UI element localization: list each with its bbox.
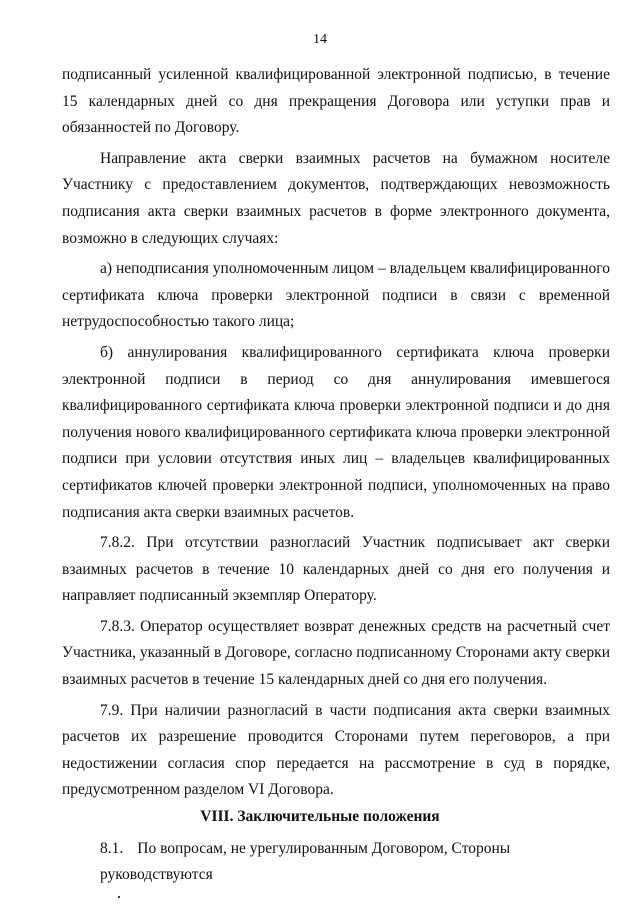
scan-speck — [118, 896, 120, 898]
paragraph-case-b: б) аннулирования квалифицированного сертификата ключа проверки электронной подписи в период со дня аннулирования имевшегося квалифицированного сертификата ключа проверки электронной подписи и до дня получения нового квалифицированного сертификата ключа проверки электронной подписи при условии отсутствия иных лиц – владельцев квалифицированных сертификатов ключей проверки электронной подписи, уполномоченных на право подписания акта сверки взаимных расчетов. — [62, 343, 610, 521]
clause-7-9: 7.9. При наличии разногласий в части подписания акта сверки взаимных расчетов их разрешение проводится Сторонами путем переговоров, а при недостижении согласия спор передается на рассмотрение в суд в порядке, предусмотренном разделом VI Договора. — [62, 701, 610, 799]
clause-number: 8.1. — [100, 840, 124, 857]
paragraph-paper-act-direction: Направление акта сверки взаимных расчетов на бумажном носителе Участнику с предоставлением документов, подтверждающих невозможность подписания акта сверки взаимных расчетов в форме электронного документа, возможно в следующих случаях: — [62, 149, 610, 247]
paragraph-continuation: подписанный усиленной квалифицированной электронной подписью, в течение 15 календарных дней со дня прекращения Договора или уступки прав и обязанностей по Договору. — [62, 66, 610, 137]
clause-7-8-3: 7.8.3. Оператор осуществляет возврат денежных средств на расчетный счет Участника, указанный в Договоре, согласно подписанному Сторонами акту сверки взаимных расчетов в течение 15 календарных дней со дня его получения. — [62, 617, 610, 689]
document-body — [62, 62, 610, 808]
clause-text: По вопросам, не урегулированным Договором, Стороны руководствуются — [100, 840, 511, 883]
clause-7-8-2: 7.8.2. При отсутствии разногласий Участник подписывает акт сверки взаимных расчетов в течение 10 календарных дней со дня его получения и направляет подписанный экземпляр Оператору. — [62, 534, 610, 605]
page-number: 14 — [313, 32, 327, 47]
paragraph-case-a: а) неподписания уполномоченным лицом – владельцем квалифицированного сертификата ключа проверки электронной подписи в связи с временной нетрудоспособностью такого лица; — [62, 260, 610, 331]
clause-8-1 — [100, 836, 610, 888]
section-heading: VIII. Заключительные положения — [200, 808, 440, 825]
